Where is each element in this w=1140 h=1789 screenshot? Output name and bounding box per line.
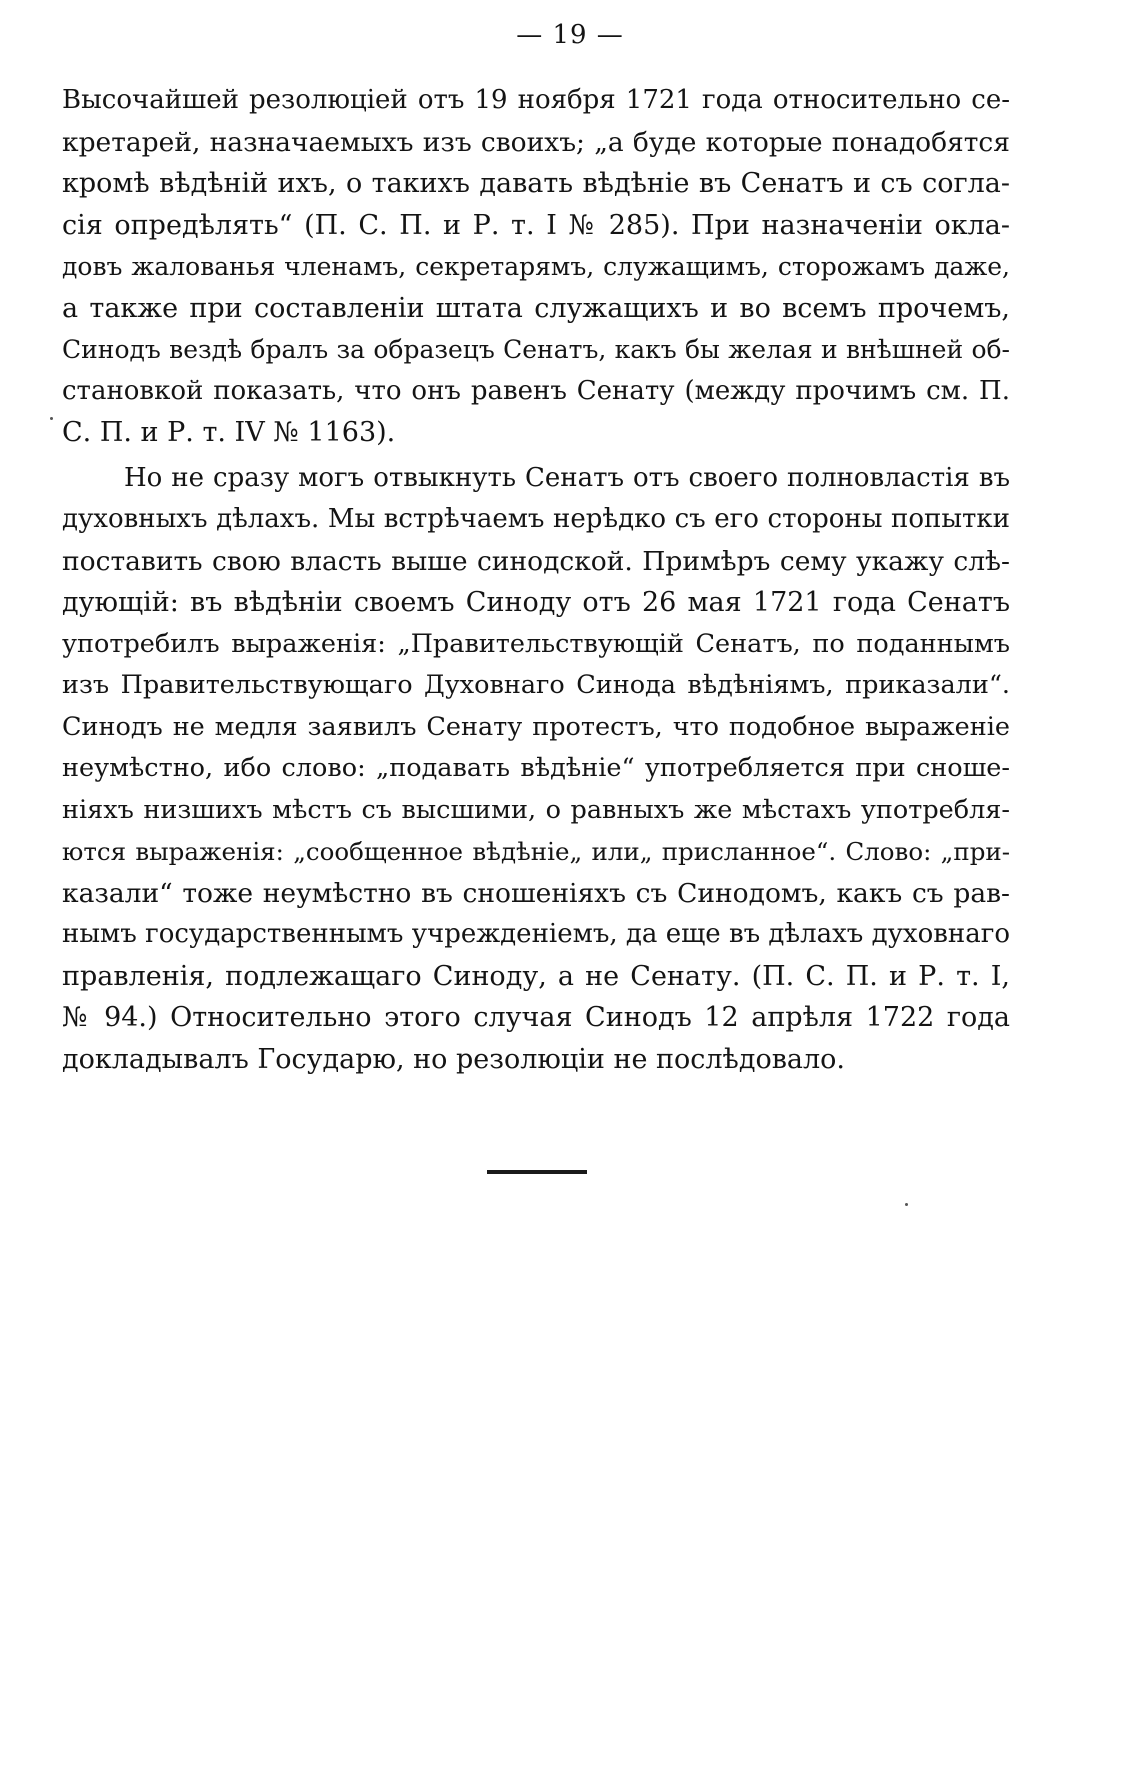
text-line: становкой показать, что онъ равенъ Сенату (между прочимъ см. П. [62, 375, 1010, 406]
text-line: духовныхъ дѣлахъ. Мы встрѣчаемъ нерѣдко съ его стороны попытки [62, 504, 1010, 534]
text-line: кретарей, назначаемыхъ изъ своихъ; „а буде которые понадобятся [62, 126, 1010, 158]
text-line: С. П. и Р. т. IV № 1163). [62, 417, 396, 448]
page-number: — 19 — [516, 20, 624, 50]
text-line: Высочайшей резолюціей отъ 19 ноября 1721 года относительно се- [62, 85, 1010, 115]
text-line: докладывалъ Государю, но резолюціи не послѣдовало. [62, 1043, 845, 1075]
text-line: а также при составленіи штата служащихъ и во всемъ прочемъ, [62, 292, 1010, 324]
text-line: Но не сразу могъ отвыкнуть Сенатъ отъ своего полновластія въ [124, 462, 1010, 493]
text-line: кромѣ вѣдѣній ихъ, о такихъ давать вѣдѣніе въ Сенатъ и съ согла- [62, 168, 1010, 199]
text-line: употребилъ выраженія: „Правительствующій Сенатъ, по поданнымъ [62, 628, 1010, 659]
text-line: ются выраженія: „сообщенное вѣдѣніе„ или„ присланное“. Слово: „при- [62, 837, 1010, 866]
text-line: изъ Правительствующаго Духовнаго Синода вѣдѣніямъ, приказали“. [62, 670, 1010, 700]
text-line: Синодъ не медля заявилъ Сенату протестъ, что подобное выраженіе [62, 711, 1010, 742]
text-line: довъ жалованья членамъ, секретарямъ, служащимъ, сторожамъ даже, [62, 252, 1010, 281]
body-text [62, 80, 1010, 1080]
text-line: № 94.) Относительно этого случая Синодъ 12 апрѣля 1722 года [62, 1002, 1010, 1033]
text-line: правленія, подлежащаго Синоду, а не Сенату. (П. С. П. и Р. т. I, [62, 960, 1010, 992]
text-line: ніяхъ низшихъ мѣстъ съ высшими, о равныхъ же мѣстахъ употребля- [62, 794, 1010, 825]
print-speck [905, 1203, 908, 1206]
end-rule [487, 1170, 587, 1174]
text-line: неумѣстно, ибо слово: „подавать вѣдѣніе“ употребляется при сноше- [62, 753, 1010, 783]
text-line: казали“ тоже неумѣстно въ сношеніяхъ съ Синодомъ, какъ съ рав- [62, 877, 1010, 909]
text-line: нымъ государственнымъ учрежденіемъ, да еще въ дѣлахъ духовнаго [62, 919, 1010, 949]
text-line: Синодъ вездѣ бралъ за образецъ Сенатъ, какъ бы желая и внѣшней об- [62, 335, 1010, 364]
paragraph-2 [62, 458, 1010, 1081]
print-speck [50, 417, 53, 420]
text-line: поставить свою власть выше синодской. Примѣръ сему укажу слѣ- [62, 545, 1010, 577]
text-line: сія опредѣлять“ (П. С. П. и Р. т. I № 285). При назначеніи окла- [62, 209, 1010, 241]
paragraph-1 [62, 80, 1010, 454]
text-line: дующій: въ вѣдѣніи своемъ Синоду отъ 26 мая 1721 года Сенатъ [62, 587, 1010, 618]
